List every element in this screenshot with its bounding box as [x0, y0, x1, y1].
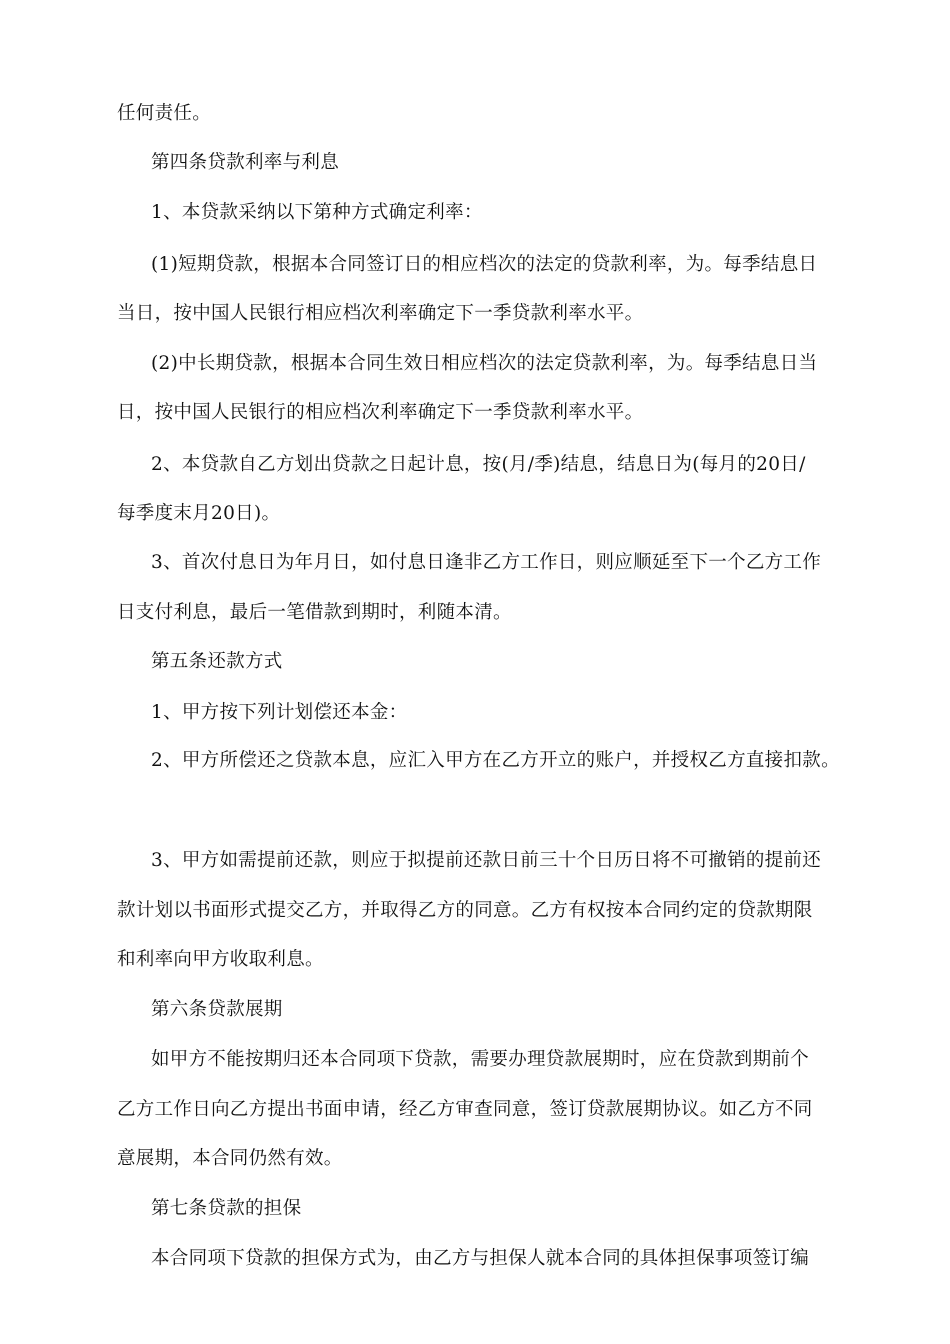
clause-6-line2: 乙方工作日向乙方提出书面申请，经乙方审查同意，签订贷款展期协议。如乙方不同	[117, 1099, 813, 1120]
clause-5-3-line3: 和利率向甲方收取利息。	[117, 949, 324, 970]
text-line: 任何责任。	[117, 103, 212, 124]
section-heading-5: 第五条还款方式	[151, 651, 283, 672]
section-heading-6: 第六条贷款展期	[151, 999, 283, 1020]
clause-4-2-line2: 每季度末月20日)。	[117, 503, 281, 524]
clause-4-1-2-line2: 日，按中国人民银行的相应档次利率确定下一季贷款利率水平。	[117, 402, 644, 423]
clause-6-line1: 如甲方不能按期归还本合同项下贷款，需要办理贷款展期时，应在贷款到期前个	[151, 1049, 810, 1070]
section-heading-7: 第七条贷款的担保	[151, 1198, 302, 1219]
clause-4-1: 1、本贷款采纳以下第种方式确定利率：	[151, 202, 483, 223]
clause-4-1-1-line1: (1)短期贷款，根据本合同签订日的相应档次的法定的贷款利率，为。每季结息日	[151, 254, 818, 275]
clause-5-3-line2: 款计划以书面形式提交乙方，并取得乙方的同意。乙方有权按本合同约定的贷款期限	[117, 900, 813, 921]
clause-5-2: 2、甲方所偿还之贷款本息，应汇入甲方在乙方开立的账户，并授权乙方直接扣款。	[151, 750, 840, 771]
clause-5-3-line1: 3、甲方如需提前还款，则应于拟提前还款日前三十个日历日将不可撤销的提前还	[151, 850, 822, 871]
clause-4-1-1-line2: 当日，按中国人民银行相应档次利率确定下一季贷款利率水平。	[117, 303, 644, 324]
clause-4-2-line1: 2、本贷款自乙方划出贷款之日起计息，按(月/季)结息，结息日为(每月的20日/	[151, 454, 806, 475]
section-heading-4: 第四条贷款利率与利息	[151, 152, 340, 173]
clause-5-1: 1、甲方按下列计划偿还本金：	[151, 702, 408, 723]
clause-4-1-2-line1: (2)中长期贷款，根据本合同生效日相应档次的法定贷款利率，为。每季结息日当	[151, 353, 818, 374]
clause-4-3-line2: 日支付利息，最后一笔借款到期时，利随本清。	[117, 602, 512, 623]
clause-6-line3: 意展期，本合同仍然有效。	[117, 1148, 343, 1169]
clause-7-line1: 本合同项下贷款的担保方式为，由乙方与担保人就本合同的具体担保事项签订编	[151, 1248, 810, 1269]
clause-4-3-line1: 3、首次付息日为年月日，如付息日逢非乙方工作日，则应顺延至下一个乙方工作	[151, 552, 822, 573]
